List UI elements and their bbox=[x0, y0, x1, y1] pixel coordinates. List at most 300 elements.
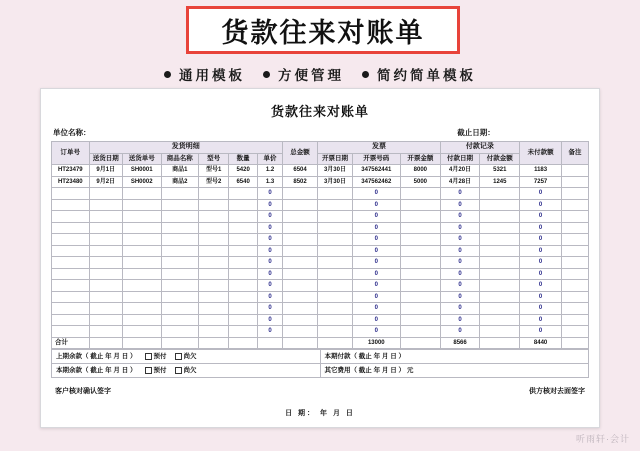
table-cell bbox=[122, 188, 161, 200]
table-cell: SH0002 bbox=[122, 176, 161, 188]
footer-row bbox=[52, 350, 589, 364]
th-order: 订单号 bbox=[52, 142, 90, 165]
table-row bbox=[52, 188, 589, 200]
table-cell: 0 bbox=[258, 291, 283, 303]
feature-label-1: 方便管理 bbox=[278, 68, 344, 83]
table-cell bbox=[161, 326, 199, 338]
table-cell bbox=[318, 326, 352, 338]
table-cell bbox=[562, 303, 589, 315]
table-row bbox=[52, 314, 589, 326]
footer-left: 本期余款（ 截止 年 月 日 ） 预付 尚欠 bbox=[52, 364, 321, 378]
table-cell bbox=[161, 199, 199, 211]
table-cell: 0 bbox=[520, 222, 562, 234]
poster-title-box bbox=[186, 6, 460, 54]
table-total-row bbox=[52, 337, 589, 349]
table-row bbox=[52, 303, 589, 315]
table-cell bbox=[122, 303, 161, 315]
th-group-shipping: 发货明细 bbox=[89, 142, 282, 154]
table-cell bbox=[122, 222, 161, 234]
table-cell: 0 bbox=[258, 188, 283, 200]
table-cell bbox=[562, 314, 589, 326]
table-cell: 9月2日 bbox=[89, 176, 122, 188]
table-cell: 1245 bbox=[480, 176, 520, 188]
table-cell: 5321 bbox=[480, 165, 520, 177]
table-cell bbox=[229, 211, 258, 223]
table-cell bbox=[89, 222, 122, 234]
table-row bbox=[52, 222, 589, 234]
table-cell: 0 bbox=[258, 222, 283, 234]
table-cell bbox=[282, 222, 317, 234]
table-cell bbox=[199, 268, 229, 280]
table-cell: 1.3 bbox=[258, 176, 283, 188]
table-cell: 0 bbox=[520, 326, 562, 338]
table-row bbox=[52, 245, 589, 257]
table-cell bbox=[122, 199, 161, 211]
table-cell bbox=[318, 280, 352, 292]
footer-right: 本期付款（ 截止 年 月 日 ） bbox=[320, 350, 589, 364]
table-cell bbox=[89, 245, 122, 257]
table-row bbox=[52, 165, 589, 177]
table-cell bbox=[229, 291, 258, 303]
feature-item-1 bbox=[263, 64, 344, 84]
table-cell bbox=[161, 268, 199, 280]
table-cell bbox=[400, 280, 440, 292]
table-cell bbox=[282, 245, 317, 257]
table-cell: 0 bbox=[440, 257, 480, 269]
table-cell bbox=[52, 314, 90, 326]
table-cell bbox=[52, 222, 90, 234]
table-cell: 0 bbox=[440, 199, 480, 211]
table-cell bbox=[89, 188, 122, 200]
checkbox-icon[interactable] bbox=[145, 367, 152, 374]
table-cell bbox=[480, 280, 520, 292]
table-cell bbox=[562, 222, 589, 234]
table-cell bbox=[400, 234, 440, 246]
table-cell bbox=[562, 199, 589, 211]
table-cell bbox=[199, 314, 229, 326]
table-cell: 0 bbox=[352, 268, 400, 280]
total-cell bbox=[562, 337, 589, 349]
total-label: 合计 bbox=[52, 337, 90, 349]
table-cell bbox=[199, 199, 229, 211]
table-cell bbox=[229, 280, 258, 292]
table-cell bbox=[562, 176, 589, 188]
table-cell bbox=[161, 245, 199, 257]
table-cell: 0 bbox=[520, 268, 562, 280]
table-cell bbox=[400, 199, 440, 211]
table-cell bbox=[89, 303, 122, 315]
bullet-dot-icon bbox=[164, 71, 171, 78]
checkbox-icon[interactable] bbox=[175, 367, 182, 374]
table-cell bbox=[562, 291, 589, 303]
table-body bbox=[52, 165, 589, 349]
table-cell: 0 bbox=[440, 234, 480, 246]
bullet-dot-icon bbox=[362, 71, 369, 78]
table-cell bbox=[318, 234, 352, 246]
table-cell bbox=[229, 326, 258, 338]
total-cell bbox=[282, 337, 317, 349]
table-cell bbox=[89, 257, 122, 269]
table-cell bbox=[282, 257, 317, 269]
feature-list bbox=[0, 62, 640, 86]
table-cell bbox=[52, 280, 90, 292]
table-cell bbox=[480, 199, 520, 211]
table-cell bbox=[318, 257, 352, 269]
table-cell: 0 bbox=[440, 268, 480, 280]
meta-company: 单位名称： bbox=[53, 128, 91, 137]
table-cell bbox=[199, 188, 229, 200]
table-cell bbox=[229, 257, 258, 269]
table-cell bbox=[318, 222, 352, 234]
total-cell bbox=[229, 337, 258, 349]
table-row bbox=[52, 234, 589, 246]
table-cell bbox=[400, 257, 440, 269]
total-cell bbox=[199, 337, 229, 349]
th-ship-date: 送货日期 bbox=[89, 153, 122, 165]
table-cell: 0 bbox=[352, 314, 400, 326]
table-cell bbox=[199, 245, 229, 257]
table-cell: 0 bbox=[352, 280, 400, 292]
table-cell bbox=[161, 314, 199, 326]
table-cell: 0 bbox=[258, 303, 283, 315]
meta-deadline: 截止日期： bbox=[457, 128, 495, 137]
table-cell bbox=[122, 234, 161, 246]
table-cell bbox=[229, 234, 258, 246]
table-cell: 0 bbox=[258, 314, 283, 326]
table-cell: HT23479 bbox=[52, 165, 90, 177]
table-cell bbox=[229, 314, 258, 326]
table-cell: 0 bbox=[440, 303, 480, 315]
table-cell bbox=[89, 234, 122, 246]
table-cell: 0 bbox=[520, 188, 562, 200]
table-row bbox=[52, 326, 589, 338]
statement-sheet bbox=[40, 88, 600, 428]
table-cell: 0 bbox=[440, 211, 480, 223]
statement-table bbox=[51, 141, 589, 349]
table-cell bbox=[400, 211, 440, 223]
table-cell bbox=[229, 245, 258, 257]
table-cell bbox=[282, 291, 317, 303]
table-cell bbox=[122, 211, 161, 223]
table-cell: 0 bbox=[352, 234, 400, 246]
table-cell: 4月20日 bbox=[440, 165, 480, 177]
table-cell bbox=[480, 303, 520, 315]
table-cell bbox=[562, 188, 589, 200]
poster-title: 货款往来对账单 bbox=[221, 17, 425, 49]
table-cell: 0 bbox=[520, 280, 562, 292]
table-row bbox=[52, 291, 589, 303]
table-cell bbox=[282, 303, 317, 315]
table-cell bbox=[89, 314, 122, 326]
table-cell: 0 bbox=[352, 291, 400, 303]
table-cell: 0 bbox=[440, 222, 480, 234]
table-cell bbox=[400, 291, 440, 303]
table-cell bbox=[161, 211, 199, 223]
table-cell bbox=[89, 291, 122, 303]
table-cell bbox=[199, 291, 229, 303]
table-cell: 0 bbox=[520, 257, 562, 269]
table-cell: 5420 bbox=[229, 165, 258, 177]
table-cell: 0 bbox=[352, 199, 400, 211]
th-invoice-date: 开票日期 bbox=[318, 153, 352, 165]
date-signature: 日 期： 年 月 日 bbox=[285, 410, 355, 417]
table-cell bbox=[89, 211, 122, 223]
table-cell bbox=[122, 326, 161, 338]
table-cell: 347562441 bbox=[352, 165, 400, 177]
table-row bbox=[52, 268, 589, 280]
th-unpaid: 未付款额 bbox=[520, 142, 562, 165]
table-cell bbox=[161, 303, 199, 315]
table-cell bbox=[400, 303, 440, 315]
table-cell bbox=[562, 280, 589, 292]
th-product: 商品名称 bbox=[161, 153, 199, 165]
table-cell bbox=[480, 326, 520, 338]
table-cell bbox=[52, 326, 90, 338]
table-cell bbox=[400, 314, 440, 326]
table-cell: 0 bbox=[440, 314, 480, 326]
th-remark: 备注 bbox=[562, 142, 589, 165]
table-cell: 5000 bbox=[400, 176, 440, 188]
table-cell: 0 bbox=[258, 326, 283, 338]
table-cell bbox=[52, 257, 90, 269]
table-cell bbox=[562, 165, 589, 177]
total-cell bbox=[400, 337, 440, 349]
table-cell bbox=[480, 314, 520, 326]
table-cell: 0 bbox=[258, 280, 283, 292]
total-cell bbox=[161, 337, 199, 349]
table-cell: 1183 bbox=[520, 165, 562, 177]
table-cell bbox=[199, 211, 229, 223]
table-cell bbox=[282, 326, 317, 338]
table-cell bbox=[480, 291, 520, 303]
table-cell bbox=[199, 257, 229, 269]
footer-option-label: 预付 bbox=[153, 367, 167, 374]
table-cell bbox=[282, 314, 317, 326]
sheet-title: 货款往来对账单 bbox=[270, 104, 369, 119]
table-cell bbox=[480, 257, 520, 269]
total-cell bbox=[318, 337, 352, 349]
table-cell bbox=[122, 245, 161, 257]
table-cell bbox=[229, 303, 258, 315]
table-cell bbox=[282, 199, 317, 211]
th-invoice-no: 开票号码 bbox=[352, 153, 400, 165]
feature-item-2 bbox=[362, 64, 476, 84]
table-cell: 0 bbox=[520, 234, 562, 246]
table-cell: 0 bbox=[520, 303, 562, 315]
table-cell: 0 bbox=[352, 211, 400, 223]
table-cell: 3月30日 bbox=[318, 165, 352, 177]
bullet-dot-icon bbox=[263, 71, 270, 78]
table-cell: 0 bbox=[352, 303, 400, 315]
table-cell: 0 bbox=[440, 188, 480, 200]
table-cell bbox=[161, 257, 199, 269]
table-cell bbox=[562, 211, 589, 223]
table-cell: 0 bbox=[352, 245, 400, 257]
checkbox-icon[interactable] bbox=[145, 353, 152, 360]
table-cell: SH0001 bbox=[122, 165, 161, 177]
table-cell bbox=[562, 326, 589, 338]
table-cell bbox=[52, 291, 90, 303]
table-cell: 0 bbox=[520, 291, 562, 303]
table-cell bbox=[318, 211, 352, 223]
table-cell bbox=[480, 234, 520, 246]
table-cell bbox=[229, 222, 258, 234]
table-cell bbox=[400, 245, 440, 257]
table-group-header-row bbox=[52, 142, 589, 154]
table-cell bbox=[199, 280, 229, 292]
th-price: 单价 bbox=[258, 153, 283, 165]
table-cell bbox=[199, 222, 229, 234]
table-cell: 0 bbox=[440, 291, 480, 303]
table-cell: 1.2 bbox=[258, 165, 283, 177]
table-cell bbox=[562, 257, 589, 269]
table-cell: 0 bbox=[258, 199, 283, 211]
table-cell bbox=[89, 326, 122, 338]
sign-customer: 客户核对确认签字 bbox=[55, 388, 111, 395]
total-cell: 8566 bbox=[440, 337, 480, 349]
table-cell bbox=[282, 280, 317, 292]
table-cell bbox=[52, 245, 90, 257]
table-cell bbox=[89, 280, 122, 292]
table-cell bbox=[52, 188, 90, 200]
total-cell bbox=[480, 337, 520, 349]
table-cell: 0 bbox=[520, 245, 562, 257]
table-cell: 0 bbox=[258, 211, 283, 223]
table-cell bbox=[400, 326, 440, 338]
table-cell bbox=[562, 234, 589, 246]
table-cell bbox=[122, 257, 161, 269]
table-cell: 8000 bbox=[400, 165, 440, 177]
table-cell bbox=[318, 268, 352, 280]
table-cell bbox=[318, 303, 352, 315]
table-cell bbox=[52, 268, 90, 280]
feature-item-0 bbox=[164, 64, 245, 84]
feature-label-2: 简约简单模板 bbox=[377, 68, 476, 83]
footer-option-label: 尚欠 bbox=[183, 353, 197, 360]
table-cell bbox=[161, 222, 199, 234]
table-row bbox=[52, 176, 589, 188]
table-cell: 4月28日 bbox=[440, 176, 480, 188]
table-cell: 0 bbox=[258, 234, 283, 246]
table-row bbox=[52, 257, 589, 269]
table-cell bbox=[318, 199, 352, 211]
table-cell: 0 bbox=[440, 280, 480, 292]
table-cell bbox=[562, 245, 589, 257]
table-cell bbox=[282, 188, 317, 200]
table-cell bbox=[122, 280, 161, 292]
watermark: 听雨轩·会计 bbox=[576, 434, 630, 444]
table-cell: 0 bbox=[352, 222, 400, 234]
table-row bbox=[52, 199, 589, 211]
table-cell: 商品2 bbox=[161, 176, 199, 188]
checkbox-icon[interactable] bbox=[175, 353, 182, 360]
table-cell bbox=[122, 291, 161, 303]
table-cell bbox=[161, 188, 199, 200]
table-cell bbox=[229, 188, 258, 200]
table-cell bbox=[89, 268, 122, 280]
table-cell bbox=[52, 303, 90, 315]
table-cell: 0 bbox=[440, 245, 480, 257]
th-invoice-amount: 开票金额 bbox=[400, 153, 440, 165]
table-cell: 6540 bbox=[229, 176, 258, 188]
table-cell: 型号1 bbox=[199, 165, 229, 177]
table-cell: 3月30日 bbox=[318, 176, 352, 188]
table-cell: 8502 bbox=[282, 176, 317, 188]
signature-row bbox=[55, 386, 585, 396]
table-cell: 0 bbox=[258, 268, 283, 280]
table-cell bbox=[400, 268, 440, 280]
table-cell bbox=[161, 291, 199, 303]
table-cell bbox=[229, 199, 258, 211]
table-cell: 0 bbox=[352, 188, 400, 200]
table-cell bbox=[122, 268, 161, 280]
table-cell bbox=[562, 268, 589, 280]
th-total-amount: 总金额 bbox=[282, 142, 317, 165]
table-cell: 0 bbox=[258, 257, 283, 269]
table-header-row bbox=[52, 153, 589, 165]
table-cell: 0 bbox=[258, 245, 283, 257]
table-cell bbox=[400, 188, 440, 200]
th-ship-no: 送货单号 bbox=[122, 153, 161, 165]
table-cell bbox=[480, 211, 520, 223]
table-cell bbox=[199, 234, 229, 246]
table-cell bbox=[161, 234, 199, 246]
table-cell bbox=[52, 211, 90, 223]
table-cell bbox=[122, 314, 161, 326]
table-cell bbox=[161, 280, 199, 292]
sheet-meta bbox=[53, 127, 587, 138]
table-cell: HT23480 bbox=[52, 176, 90, 188]
table-cell bbox=[400, 222, 440, 234]
table-cell bbox=[89, 199, 122, 211]
table-cell bbox=[229, 268, 258, 280]
th-group-invoice: 发票 bbox=[318, 142, 440, 154]
th-pay-date: 付款日期 bbox=[440, 153, 480, 165]
th-model: 型号 bbox=[199, 153, 229, 165]
table-cell: 0 bbox=[520, 211, 562, 223]
table-cell: 6504 bbox=[282, 165, 317, 177]
table-cell bbox=[52, 234, 90, 246]
th-qty: 数量 bbox=[229, 153, 258, 165]
footer-left: 上期余款（ 截止 年 月 日 ） 预付 尚欠 bbox=[52, 350, 321, 364]
table-cell: 0 bbox=[352, 257, 400, 269]
footer-row bbox=[52, 364, 589, 378]
total-cell: 13000 bbox=[352, 337, 400, 349]
footer-option-label: 尚欠 bbox=[183, 367, 197, 374]
table-cell: 0 bbox=[440, 326, 480, 338]
table-cell bbox=[318, 291, 352, 303]
table-cell: 347562462 bbox=[352, 176, 400, 188]
table-cell bbox=[318, 245, 352, 257]
table-row bbox=[52, 280, 589, 292]
sign-supplier: 供方核对去面签字 bbox=[529, 388, 585, 395]
table-cell: 7257 bbox=[520, 176, 562, 188]
table-row bbox=[52, 211, 589, 223]
table-cell bbox=[52, 199, 90, 211]
table-cell bbox=[282, 234, 317, 246]
table-cell: 9月1日 bbox=[89, 165, 122, 177]
footer-option-label: 预付 bbox=[153, 353, 167, 360]
table-cell: 0 bbox=[520, 314, 562, 326]
table-cell bbox=[282, 211, 317, 223]
footer-right: 其它费用（ 截止 年 月 日 ） 元 bbox=[320, 364, 589, 378]
table-cell bbox=[480, 222, 520, 234]
th-group-payment: 付款记录 bbox=[440, 142, 519, 154]
total-cell bbox=[122, 337, 161, 349]
table-cell bbox=[480, 268, 520, 280]
table-cell bbox=[199, 326, 229, 338]
table-cell: 型号2 bbox=[199, 176, 229, 188]
